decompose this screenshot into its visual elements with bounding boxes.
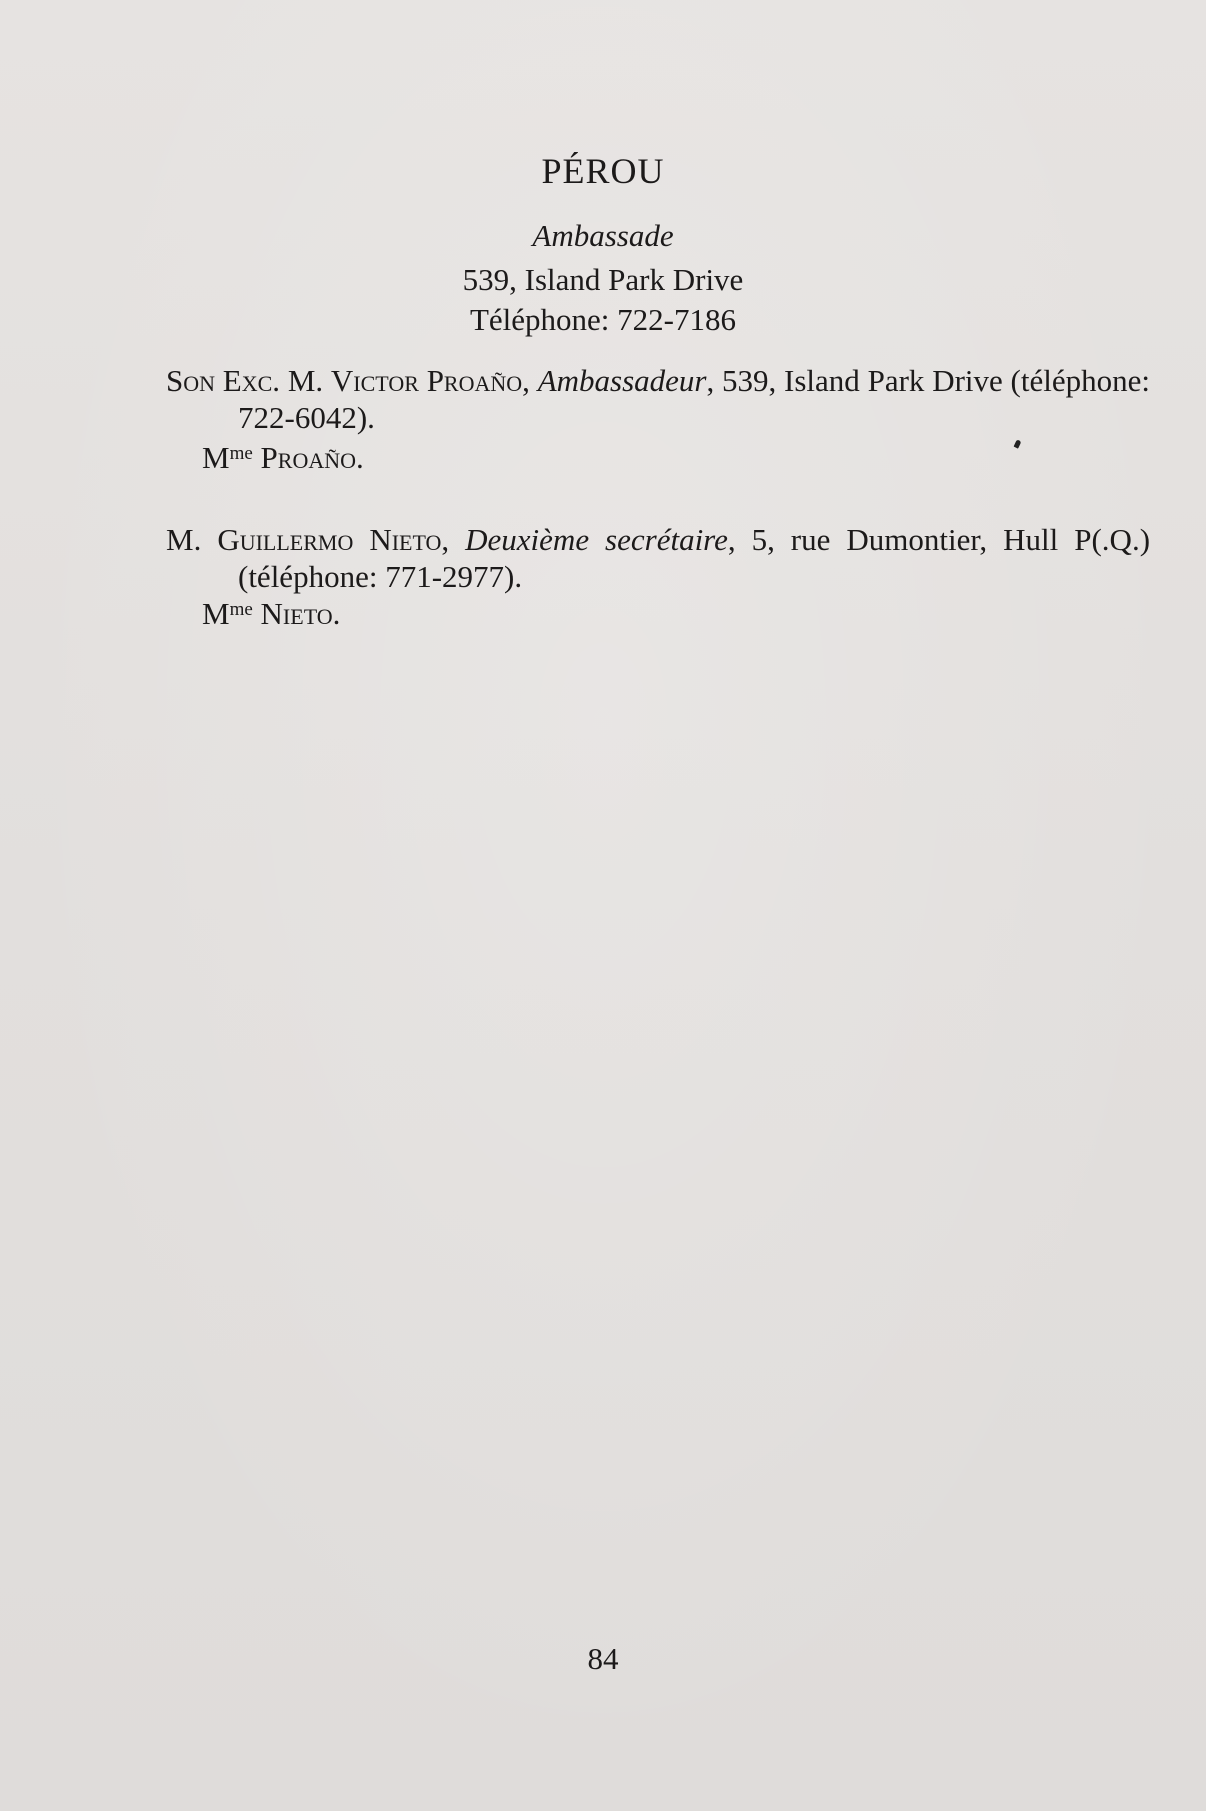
separator: , bbox=[522, 363, 530, 398]
diplomat-entry bbox=[166, 362, 1150, 436]
spouse-name: Nieto. bbox=[260, 596, 341, 631]
ink-speck bbox=[1014, 439, 1022, 448]
honorific: M. bbox=[166, 522, 202, 557]
spouse-prefix: M bbox=[202, 596, 230, 631]
spouse-name: Proaño. bbox=[260, 440, 364, 475]
diplomat-details: , 5, rue Dumontier, Hull P(.Q.) (téléphone: 771-2977). bbox=[238, 522, 1151, 594]
diplomat-title: Ambassadeur bbox=[537, 363, 707, 398]
separator: , bbox=[441, 522, 450, 557]
spouse-entry bbox=[202, 440, 364, 476]
diplomat-details: , 539, Island Park Drive (téléphone: 722-6042). bbox=[238, 363, 1150, 435]
honorific: Son Exc. M. bbox=[166, 363, 324, 398]
diplomat-entry bbox=[166, 521, 1150, 595]
spouse-prefix-superscript: me bbox=[229, 599, 253, 620]
embassy-phone: Téléphone: 722-7186 bbox=[469, 302, 736, 337]
page-number: 84 bbox=[587, 1641, 619, 1676]
spouse-prefix-superscript: me bbox=[229, 443, 253, 464]
diplomat-title: Deuxième secrétaire bbox=[465, 522, 728, 557]
spouse-entry bbox=[202, 596, 340, 632]
embassy-address: 539, Island Park Drive bbox=[462, 262, 744, 297]
diplomat-name: Victor Proaño bbox=[330, 363, 523, 398]
country-heading: PÉROU bbox=[541, 151, 665, 191]
diplomat-name: Guillermo Nieto bbox=[217, 522, 442, 557]
spouse-prefix: M bbox=[202, 440, 230, 475]
section-subtitle: Ambassade bbox=[532, 218, 674, 253]
